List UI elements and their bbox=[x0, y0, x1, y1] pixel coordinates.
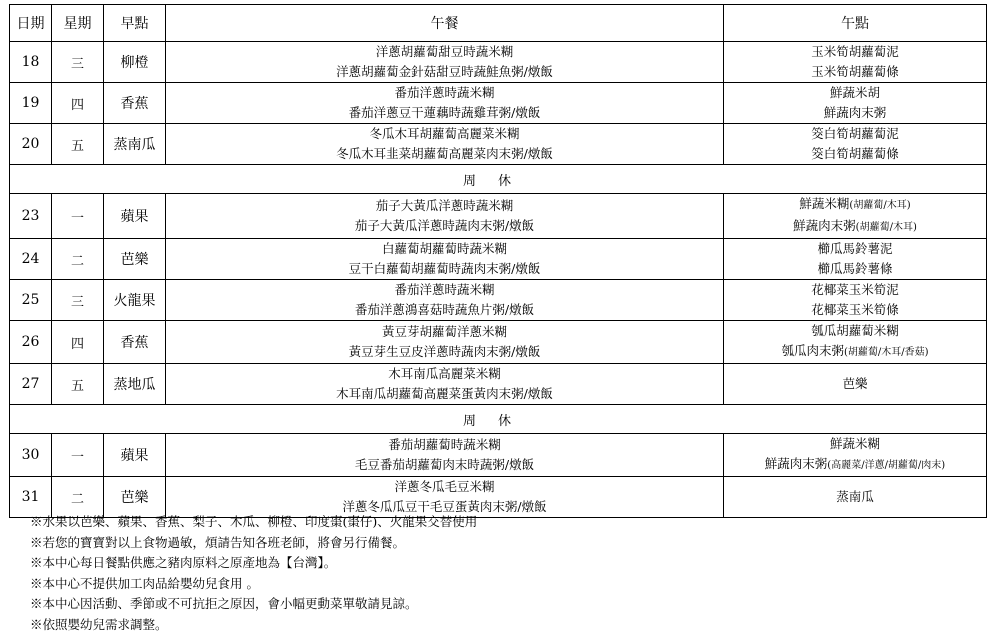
snack-item: 蒸南瓜 bbox=[836, 489, 874, 504]
snack-item: 筊白筍胡蘿蔔條 bbox=[811, 146, 899, 161]
lunch-item: 木耳南瓜高麗菜米糊 bbox=[388, 366, 501, 381]
weekday-cell: 二 bbox=[52, 239, 104, 280]
day-row bbox=[10, 239, 987, 280]
note-line: ※水果以芭樂、蘋果、香蕉、梨子、木瓜、柳橙、印度棗(棗仔)、火龍果交替使用 bbox=[30, 514, 478, 529]
lunch-item: 白蘿蔔胡蘿蔔時蔬米糊 bbox=[381, 241, 507, 256]
date-cell: 23 bbox=[10, 194, 52, 239]
snack-item: 鮮蔬米糊 bbox=[799, 196, 850, 211]
weekday-cell: 一 bbox=[52, 194, 104, 239]
header-lunch: 午餐 bbox=[166, 5, 724, 42]
lunch-item: 毛豆番茄胡蘿蔔肉末時蔬粥/燉飯 bbox=[354, 457, 535, 472]
snack-item: 瓠瓜肉末粥 bbox=[781, 343, 844, 358]
snack-item: 鮮蔬肉末粥 bbox=[764, 456, 828, 471]
snack-cell bbox=[724, 194, 987, 239]
menu-body bbox=[10, 42, 987, 518]
breakfast-cell: 柳橙 bbox=[104, 42, 166, 83]
snack-cell bbox=[724, 321, 987, 364]
lunch-item: 冬瓜木耳韭菜胡蘿蔔高麗菜肉末粥/燉飯 bbox=[336, 146, 553, 161]
note-line: ※本中心因活動、季節或不可抗拒之原因，會小幅更動菜單敬請見諒。 bbox=[30, 596, 418, 611]
weekday-cell: 四 bbox=[52, 321, 104, 364]
snack-cell bbox=[724, 280, 987, 321]
snack-item: 鮮蔬肉末粥 bbox=[793, 218, 856, 233]
snack-line bbox=[724, 341, 986, 363]
lunch-item: 茄子大黃瓜洋蔥時蔬肉末粥/燉飯 bbox=[354, 218, 535, 233]
weekday-cell: 三 bbox=[52, 42, 104, 83]
breakfast-cell: 蒸南瓜 bbox=[104, 124, 166, 165]
note-line: ※依照嬰幼兒需求調整。 bbox=[30, 616, 168, 632]
snack-item: 鮮蔬米糊 bbox=[829, 436, 880, 451]
snack-ingredients: (胡蘿蔔/木耳/香菇) bbox=[843, 347, 929, 358]
note-line: ※本中心不提供加工肉品給嬰幼兒食用 。 bbox=[30, 575, 259, 591]
rest-row bbox=[10, 405, 987, 434]
day-row bbox=[10, 124, 987, 165]
snack-cell bbox=[724, 124, 987, 165]
snack-cell bbox=[724, 364, 987, 405]
date-cell: 18 bbox=[10, 42, 52, 83]
lunch-item: 豆干白蘿蔔胡蘿蔔時蔬肉末粥/燉飯 bbox=[348, 261, 541, 276]
snack-item: 玉米筍胡蘿蔔條 bbox=[811, 64, 899, 79]
lunch-cell bbox=[166, 124, 724, 165]
lunch-cell bbox=[166, 321, 724, 364]
snack-item: 花椰菜玉米筍泥 bbox=[811, 282, 899, 297]
day-row bbox=[10, 280, 987, 321]
date-cell: 20 bbox=[10, 124, 52, 165]
date-cell: 30 bbox=[10, 434, 52, 477]
snack-ingredients: (高麗菜/洋蔥/胡蘿蔔/肉末) bbox=[827, 460, 946, 471]
snack-item: 玉米筍胡蘿蔔泥 bbox=[811, 44, 899, 59]
snack-line bbox=[724, 259, 986, 279]
lunch-item: 番茄胡蘿蔔時蔬米糊 bbox=[388, 437, 501, 452]
lunch-item: 洋蔥胡蘿蔔甜豆時蔬米糊 bbox=[375, 44, 514, 59]
snack-item: 櫛瓜馬鈴薯條 bbox=[817, 261, 893, 276]
rest-label: 周休 bbox=[10, 165, 987, 194]
breakfast-cell: 蒸地瓜 bbox=[104, 364, 166, 405]
breakfast-cell: 蘋果 bbox=[104, 434, 166, 477]
date-cell: 25 bbox=[10, 280, 52, 321]
snack-line bbox=[724, 434, 986, 454]
lunch-item: 番茄洋蔥豆干蓮藕時蔬雞茸粥/燉飯 bbox=[348, 105, 541, 120]
snack-cell bbox=[724, 477, 987, 518]
snack-line bbox=[724, 321, 986, 341]
rest-row bbox=[10, 165, 987, 194]
snack-line bbox=[724, 103, 986, 123]
breakfast-cell: 蘋果 bbox=[104, 194, 166, 239]
snack-cell bbox=[724, 434, 987, 477]
day-row bbox=[10, 83, 987, 124]
weekday-cell: 五 bbox=[52, 364, 104, 405]
weekday-cell: 四 bbox=[52, 83, 104, 124]
lunch-item: 番茄洋蔥時蔬米糊 bbox=[394, 85, 495, 100]
lunch-cell bbox=[166, 42, 724, 83]
lunch-item: 洋蔥冬瓜毛豆米糊 bbox=[394, 479, 495, 494]
day-row bbox=[10, 321, 987, 364]
header-breakfast: 早點 bbox=[104, 5, 166, 42]
breakfast-cell: 芭樂 bbox=[104, 239, 166, 280]
lunch-item: 洋蔥冬瓜瓜豆干毛豆蛋黃肉末粥/燉飯 bbox=[342, 499, 547, 514]
lunch-item: 黃豆芽胡蘿蔔洋蔥米糊 bbox=[381, 324, 507, 339]
snack-line bbox=[724, 62, 986, 82]
day-row bbox=[10, 194, 987, 239]
snack-line bbox=[724, 239, 986, 259]
header-weekday: 星期 bbox=[52, 5, 104, 42]
snack-line bbox=[724, 194, 986, 216]
date-cell: 27 bbox=[10, 364, 52, 405]
snack-item: 鮮蔬米胡 bbox=[829, 85, 880, 100]
snack-cell bbox=[724, 83, 987, 124]
snack-line bbox=[724, 487, 986, 507]
date-cell: 24 bbox=[10, 239, 52, 280]
header-date: 日期 bbox=[10, 5, 52, 42]
snack-cell bbox=[724, 42, 987, 83]
weekday-cell: 二 bbox=[52, 477, 104, 518]
rest-label: 周休 bbox=[10, 405, 987, 434]
snack-item: 鮮蔬肉末粥 bbox=[823, 105, 887, 120]
day-row bbox=[10, 42, 987, 83]
lunch-cell bbox=[166, 280, 724, 321]
snack-line bbox=[724, 42, 986, 62]
day-row bbox=[10, 364, 987, 405]
snack-item: 花椰菜玉米筍條 bbox=[811, 302, 899, 317]
snack-item: 芭樂 bbox=[842, 376, 868, 391]
lunch-item: 木耳南瓜胡蘿蔔高麗菜蛋黃肉末粥/燉飯 bbox=[336, 386, 553, 401]
header-snack: 午點 bbox=[724, 5, 987, 42]
weekday-cell: 三 bbox=[52, 280, 104, 321]
lunch-item: 洋蔥胡蘿蔔金針菇甜豆時蔬鮭魚粥/燉飯 bbox=[336, 64, 553, 79]
note-line: ※本中心每日餐點供應之豬肉原料之原產地為【台灣】。 bbox=[30, 555, 337, 570]
lunch-cell bbox=[166, 364, 724, 405]
lunch-cell bbox=[166, 434, 724, 477]
lunch-cell bbox=[166, 239, 724, 280]
note-line: ※若您的寶寶對以上食物過敏，煩請告知各班老師，將會另行備餐。 bbox=[30, 534, 406, 550]
lunch-cell bbox=[166, 194, 724, 239]
lunch-item: 番茄洋蔥時蔬米糊 bbox=[394, 282, 495, 297]
breakfast-cell: 火龍果 bbox=[104, 280, 166, 321]
date-cell: 26 bbox=[10, 321, 52, 364]
snack-line bbox=[724, 280, 986, 300]
lunch-item: 冬瓜木耳胡蘿蔔高麗菜米糊 bbox=[369, 126, 520, 141]
snack-line bbox=[724, 83, 986, 103]
breakfast-cell: 香蕉 bbox=[104, 321, 166, 364]
date-cell: 31 bbox=[10, 477, 52, 518]
snack-line bbox=[724, 144, 986, 164]
snack-ingredients: (胡蘿蔔/木耳) bbox=[849, 200, 911, 211]
snack-line bbox=[724, 300, 986, 320]
notes bbox=[30, 512, 477, 635]
snack-ingredients: (胡蘿蔔/木耳) bbox=[855, 222, 917, 233]
lunch-item: 黃豆芽生豆皮洋蔥時蔬肉末粥/燉飯 bbox=[348, 344, 541, 359]
lunch-item: 番茄洋蔥鴻喜菇時蔬魚片粥/燉飯 bbox=[354, 302, 535, 317]
weekday-cell: 一 bbox=[52, 434, 104, 477]
breakfast-cell: 香蕉 bbox=[104, 83, 166, 124]
snack-line bbox=[724, 374, 986, 394]
snack-line bbox=[724, 124, 986, 144]
snack-item: 筊白筍胡蘿蔔泥 bbox=[811, 126, 899, 141]
snack-line bbox=[724, 216, 986, 238]
snack-item: 櫛瓜馬鈴薯泥 bbox=[817, 241, 893, 256]
breakfast-cell: 芭樂 bbox=[104, 477, 166, 518]
day-row bbox=[10, 434, 987, 477]
lunch-item: 茄子大黃瓜洋蔥時蔬米糊 bbox=[375, 198, 514, 213]
snack-cell bbox=[724, 239, 987, 280]
date-cell: 19 bbox=[10, 83, 52, 124]
weekday-cell: 五 bbox=[52, 124, 104, 165]
snack-item: 瓠瓜胡蘿蔔米糊 bbox=[811, 323, 899, 338]
snack-line bbox=[724, 454, 986, 476]
header-row bbox=[10, 5, 987, 42]
menu-table bbox=[9, 4, 987, 518]
lunch-cell bbox=[166, 83, 724, 124]
